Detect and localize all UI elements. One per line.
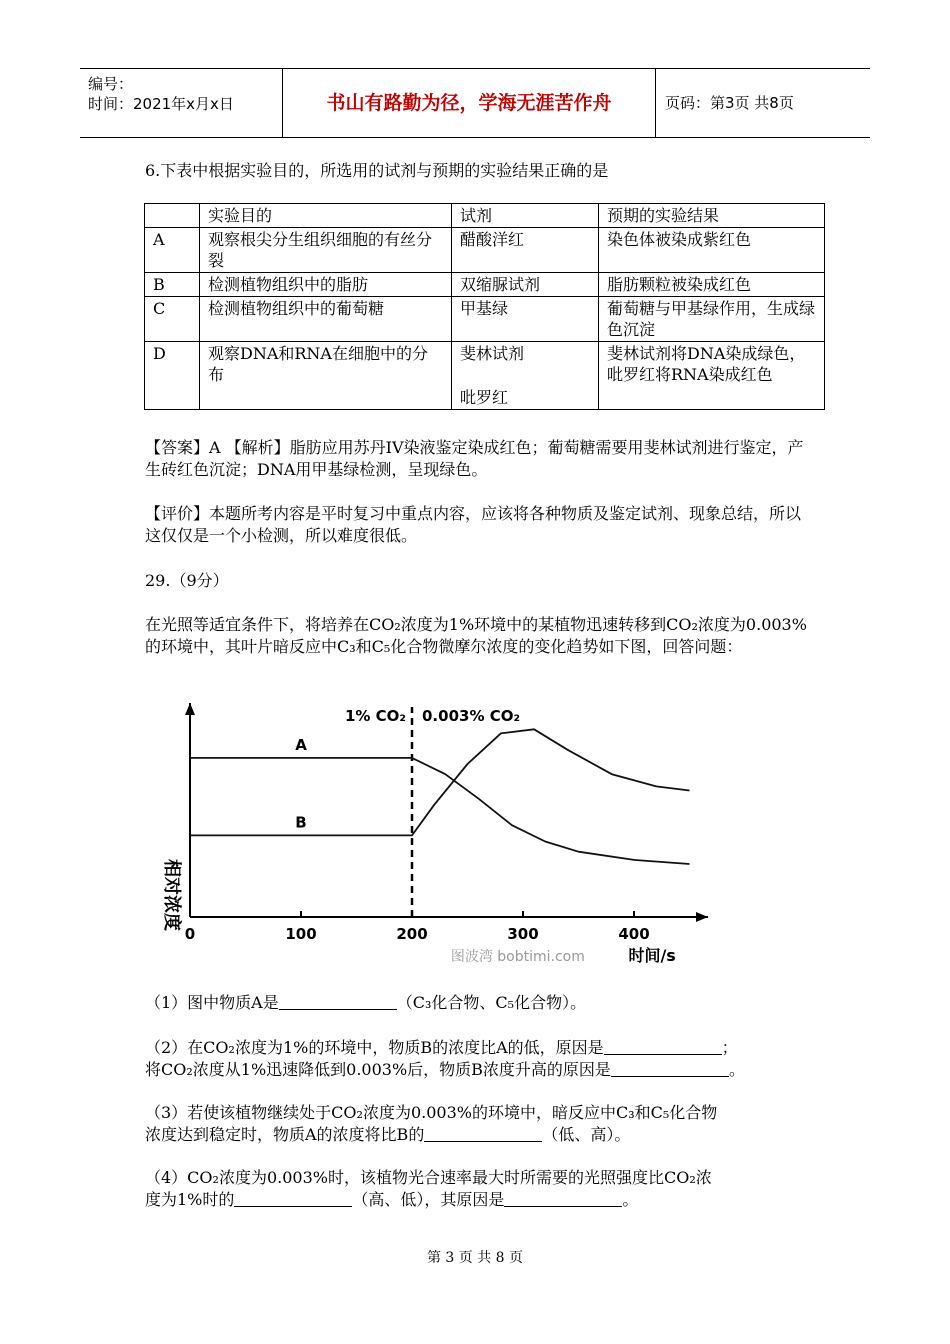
q6-table — [144, 203, 825, 410]
table-row — [145, 297, 825, 342]
q1-tail: （C₃化合物、C₅化合物）。 — [396, 993, 587, 1012]
q2b-text: 将CO₂浓度从1%迅速降低到0.003%后，物质B浓度升高的原因是 — [145, 1060, 611, 1079]
reagent-1: 斐林试剂 — [460, 344, 525, 363]
x-tick-label: 400 — [618, 925, 650, 943]
q4b-text: 度为1%时的 — [145, 1190, 235, 1209]
table-cell: C — [145, 297, 200, 342]
table-cell: 双缩脲试剂 — [452, 273, 599, 297]
x-tick-label: 300 — [507, 925, 539, 943]
q6-comment: 【评价】本题所考内容是平时复习中重点内容，应该将各种物质及鉴定试剂、现象总结，所以这仅仅是一个小检测，所以难度很低。 — [145, 504, 802, 545]
series-label: A — [295, 735, 307, 754]
x-axis-label: 时间/s — [628, 946, 676, 965]
q4-tail: 。 — [622, 1190, 639, 1209]
page-info: 页码：第3页 共8页 — [665, 94, 794, 112]
answer-blank[interactable] — [611, 1060, 729, 1077]
q3-tail: （低、高）。 — [542, 1125, 631, 1144]
series-line-A — [190, 758, 690, 864]
table-cell: 醋酸洋红 — [452, 228, 599, 273]
table-header-cell: 实验目的 — [200, 204, 452, 228]
time-label: 时间：2021年x月x日 — [88, 95, 234, 113]
x-axis-arrow — [696, 912, 708, 922]
page-header — [80, 68, 870, 138]
table-cell: 观察根尖分生组织细胞的有丝分裂 — [200, 228, 452, 273]
answer-blank[interactable] — [604, 1038, 722, 1055]
table-cell — [452, 342, 599, 410]
table-cell: D — [145, 342, 200, 410]
table-cell: 观察DNA和RNA在细胞中的分布 — [200, 342, 452, 410]
table-cell: 染色体被染成紫红色 — [599, 228, 825, 273]
x-tick-label: 100 — [285, 925, 317, 943]
q29-sub1 — [145, 992, 586, 1014]
number-label: 编号： — [88, 75, 134, 93]
motto: 书山有路勤为径，学海无涯苦作舟 — [283, 69, 656, 137]
table-row — [145, 228, 825, 273]
q29-title: 29.（9分） — [145, 571, 229, 590]
q4-mid: （高、低），其原因是 — [352, 1190, 505, 1209]
table-cell: 甲基绿 — [452, 297, 599, 342]
table-header-cell: 试剂 — [452, 204, 599, 228]
table-header-cell — [145, 204, 200, 228]
q29-sub4 — [145, 1167, 810, 1211]
table-row — [145, 342, 825, 410]
q29-intro: 在光照等适宜条件下，将培养在CO₂浓度为1%环境中的某植物迅速转移到CO₂浓度为0.003%的环境中，其叶片暗反应中C₃和C₅化合物微摩尔浓度的变化趋势如下图，回答问题： — [145, 615, 807, 656]
series-line-B — [190, 729, 690, 835]
table-cell: 脂肪颗粒被染成红色 — [599, 273, 825, 297]
q1-text: （1）图中物质A是 — [145, 993, 279, 1012]
q29-sub3 — [145, 1102, 810, 1146]
table-cell: 斐林试剂将DNA染成绿色，吡罗红将RNA染成红色 — [599, 342, 825, 410]
x-tick-label: 200 — [396, 925, 428, 943]
q6-answer: 【答案】A 【解析】脂肪应用苏丹IV染液鉴定染成红色；葡萄糖需要用斐林试剂进行鉴定，产生砖红色沉淀；DNA用甲基绿检测，呈现绿色。 — [145, 438, 804, 479]
q3a-text: （3）若使该植物继续处于CO₂浓度为0.003%的环境中，暗反应中C₃和C₅化合物 — [145, 1103, 718, 1122]
q3b-text: 浓度达到稳定时，物质A的浓度将比B的 — [145, 1125, 425, 1144]
reagent-2: 吡罗红 — [460, 388, 509, 407]
concentration-chart — [160, 695, 720, 975]
q4a-text: （4）CO₂浓度为0.003%时，该植物光合速率最大时所需要的光照强度比CO₂浓 — [145, 1168, 712, 1187]
q2a-text: （2）在CO₂浓度为1%的环境中，物质B的浓度比A的低，原因是 — [145, 1038, 604, 1057]
answer-blank[interactable] — [504, 1190, 622, 1207]
table-cell: 葡萄糖与甲基绿作用，生成绿色沉淀 — [599, 297, 825, 342]
table-row — [145, 273, 825, 297]
header-meta — [80, 69, 283, 137]
table-cell: 检测植物组织中的葡萄糖 — [200, 297, 452, 342]
y-axis-label: 相对浓度 — [161, 859, 182, 931]
answer-blank[interactable] — [234, 1190, 352, 1207]
table-cell: B — [145, 273, 200, 297]
chart-axes — [161, 703, 708, 965]
y-axis-arrow — [185, 703, 195, 715]
table-header-row — [145, 204, 825, 228]
q6-stem: 6.下表中根据实验目的，所选用的试剂与预期的实验结果正确的是 — [145, 161, 609, 180]
answer-blank[interactable] — [279, 993, 397, 1010]
series-label: B — [295, 813, 307, 832]
x-tick-label: 0 — [184, 925, 196, 943]
chart-marks — [190, 729, 690, 864]
region-label: 0.003% CO₂ — [422, 707, 521, 725]
watermark: 图波湾 bobtimi.com — [450, 949, 585, 965]
page-footer: 第 3 页 共 8 页 — [426, 1250, 524, 1266]
table-cell: A — [145, 228, 200, 273]
region-label: 1% CO₂ — [344, 707, 406, 725]
table-header-cell: 预期的实验结果 — [599, 204, 825, 228]
q29-sub2: （2）在CO₂浓度为1%的环境中，物质B的浓度比A的低，原因是 ； 将CO₂浓度从1%迅速降低到0.003%后，物质B浓度升高的原因是 。 — [145, 1038, 745, 1079]
table-cell: 检测植物组织中的脂肪 — [200, 273, 452, 297]
answer-blank[interactable] — [424, 1125, 542, 1142]
